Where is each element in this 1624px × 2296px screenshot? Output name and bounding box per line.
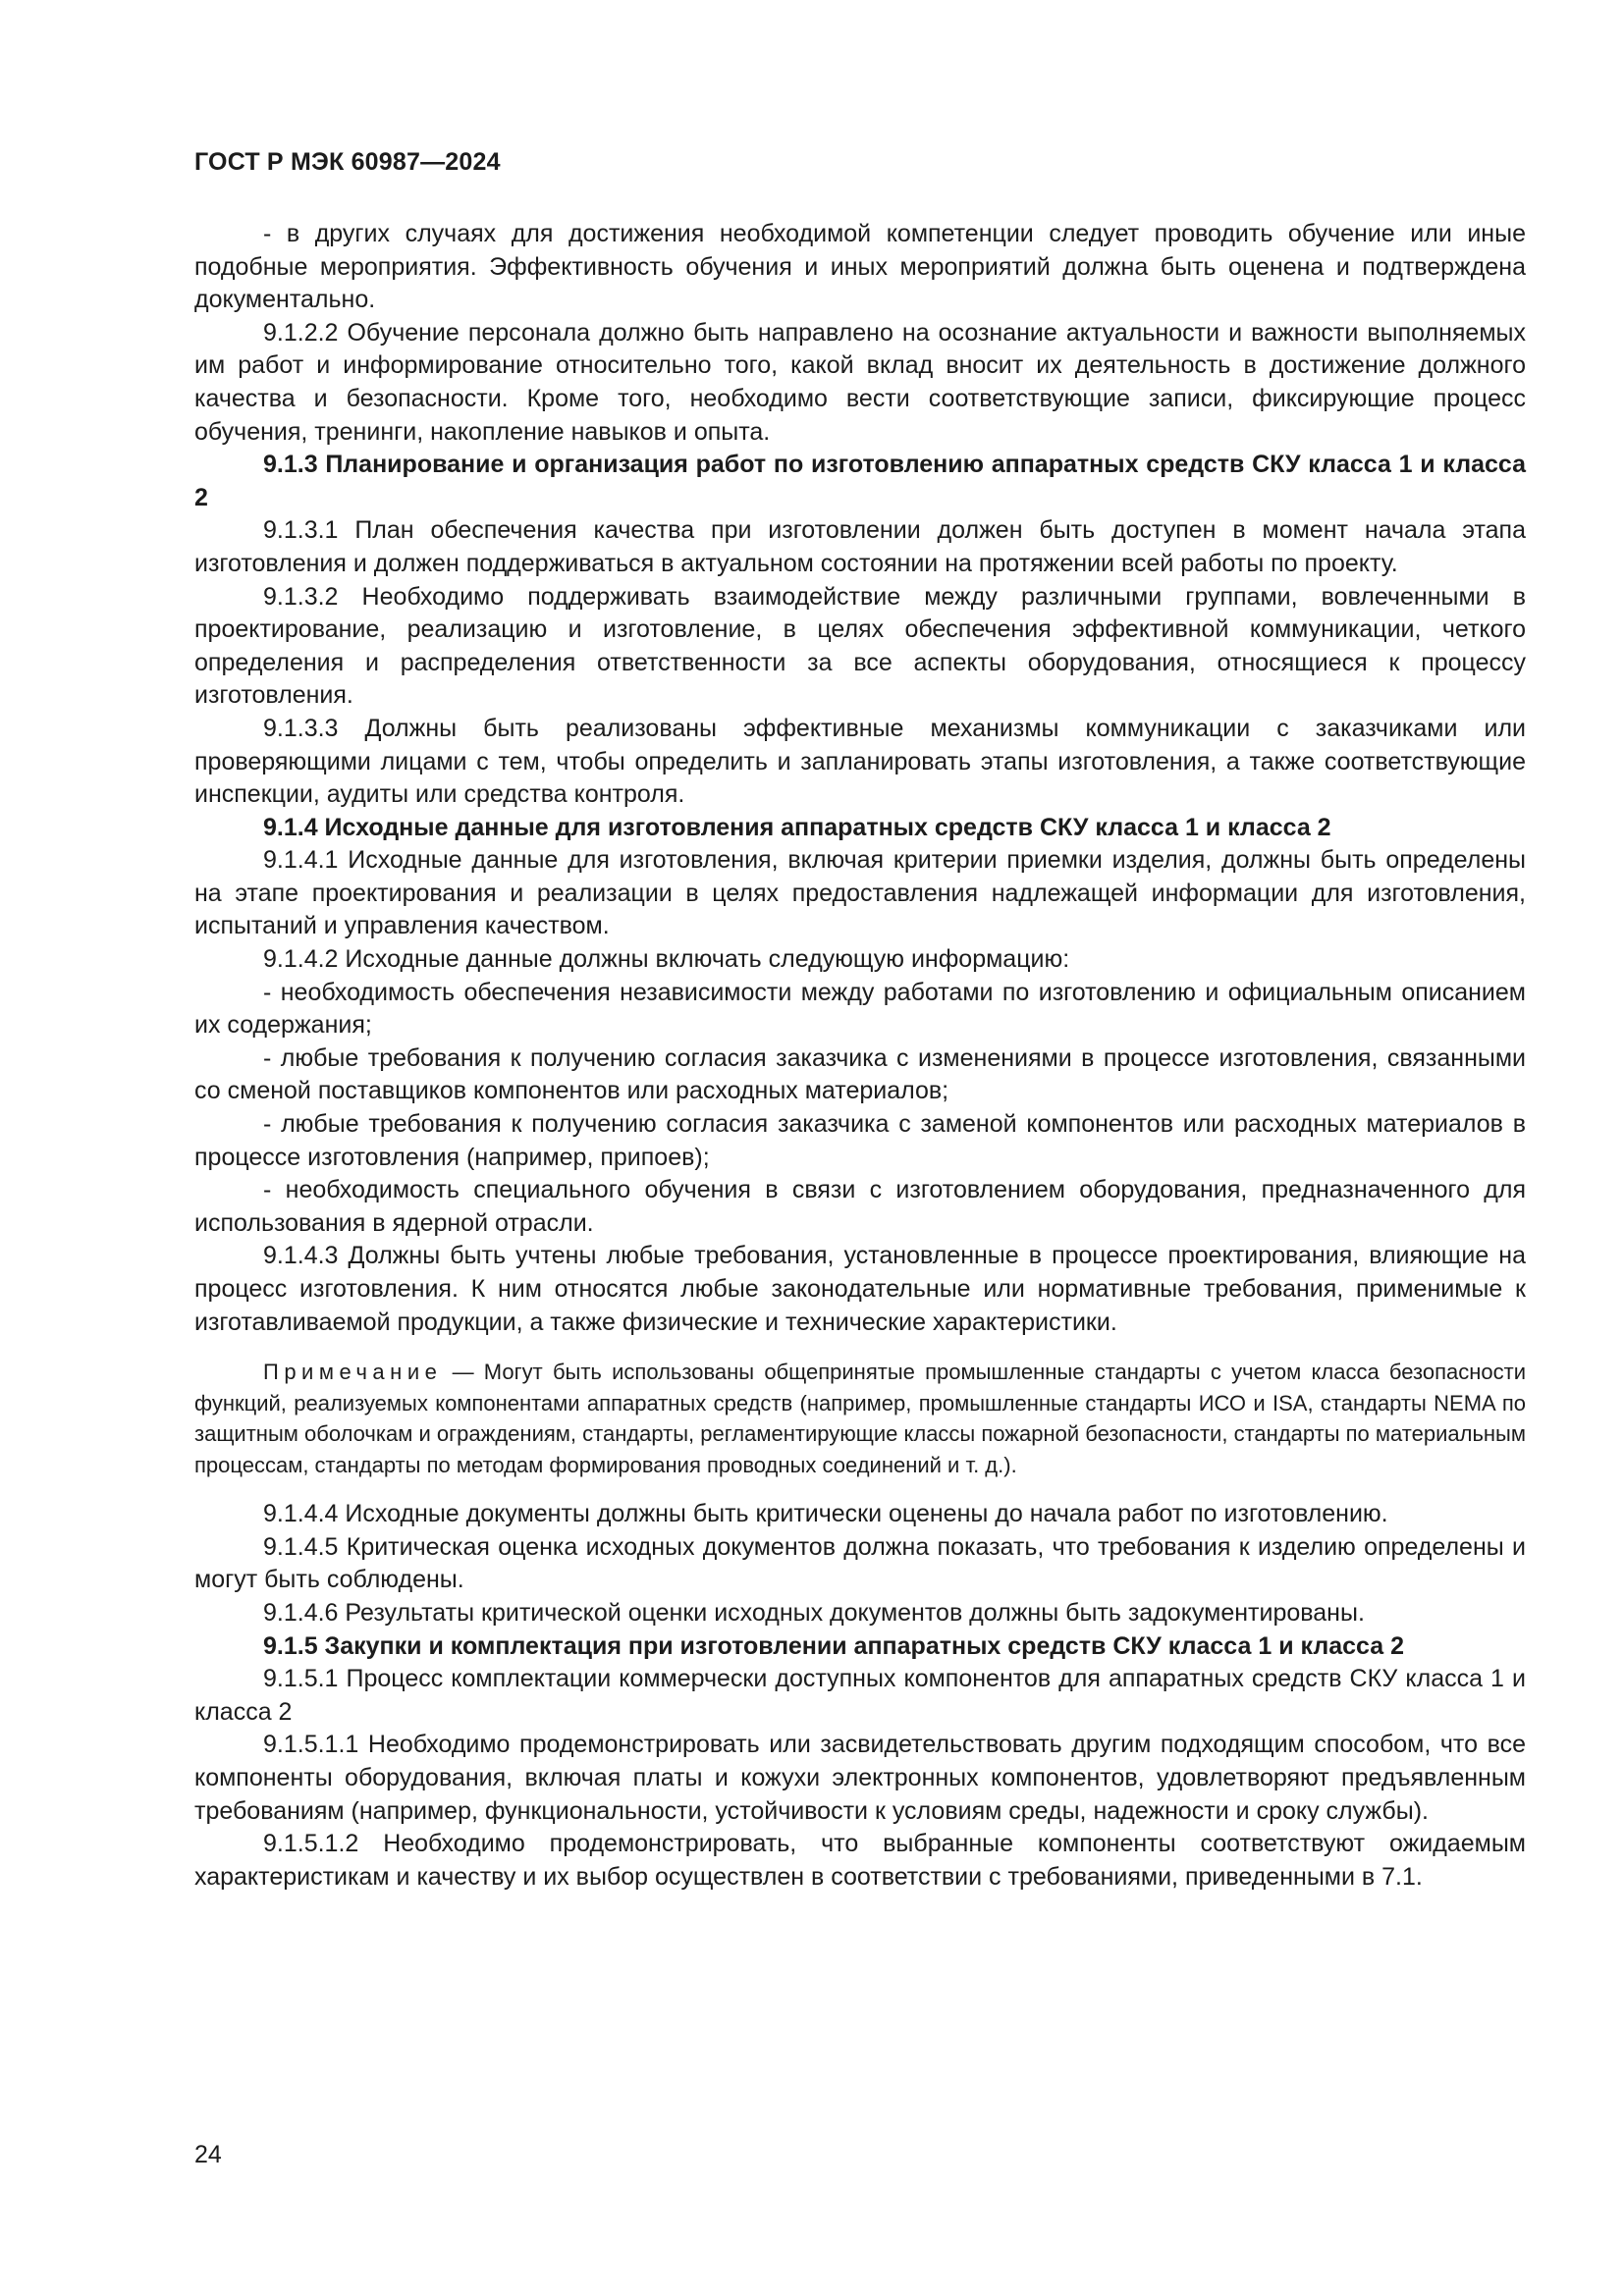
page-number: 24 [194, 2141, 222, 2168]
paragraph: 9.1.3.3 Должны быть реализованы эффективные механизмы коммуникации с заказчиками или проверяющими лицами с тем, чтобы определить и запланировать этапы изготовления, а также соответствующие инспекции, аудиты или средства контроля. [194, 714, 1526, 809]
paragraph: 9.1.4.1 Исходные данные для изготовления, включая критерии приемки изделия, должны быть определены на этапе проектирования и реализации в целях предоставления надлежащей информации для изготовления, испытаний и управления качеством. [194, 846, 1526, 940]
paragraph: 9.1.5.1.1 Необходимо продемонстрировать или засвидетельствовать другим подходящим способом, что все компоненты оборудования, включая платы и кожухи электронных компонентов, удовлетворяют предъявленным требованиям (например, функциональности, устойчивости к условиям среды, надежности и сроку службы). [194, 1731, 1526, 1825]
paragraph: 9.1.4.4 Исходные документы должны быть критически оценены до начала работ по изготовлению. [263, 1500, 1388, 1528]
note-block [194, 1357, 1526, 1480]
list-item: - любые требования к получению согласия заказчика с изменениями в процессе изготовления, связанными со сменой поставщиков компонентов или расходных материалов; [194, 1043, 1526, 1105]
paragraph: 9.1.5.1.2 Необходимо продемонстрировать, что выбранные компоненты соответствуют ожидаемым характеристикам и качеству и их выбор осуществлен в соответствии с требованиями, приведенными в 7.1. [194, 1830, 1526, 1891]
document-body [194, 218, 1526, 1894]
note-label: Примечание [263, 1360, 443, 1385]
list-item: - любые требования к получению согласия заказчика с заменой компонентов или расходных материалов в процессе изготовления (например, припоев); [194, 1110, 1526, 1171]
paragraph: 9.1.4.3 Должны быть учтены любые требования, установленные в процессе проектирования, влияющие на процесс изготовления. К ним относятся любые законодательные или нормативные требования, применимые к изготавливаемой продукции, а также физические и технические характеристики. [194, 1242, 1526, 1336]
paragraph: 9.1.2.2 Обучение персонала должно быть направлено на осознание актуальности и важности выполняемых им работ и информирование относительно того, какой вклад вносит их деятельность в достижение должного качества и безопасности. Кроме того, необходимо вести соответствующие записи, фиксирующие процесс обучения, тренинги, накопление навыков и опыта. [194, 318, 1526, 446]
list-item: - необходимость обеспечения независимости между работами по изготовлению и официальным описанием их содержания; [194, 978, 1526, 1040]
paragraph: 9.1.5.1 Процесс комплектации коммерчески доступных компонентов для аппаратных средств СКУ класса 1 и класса 2 [194, 1665, 1526, 1726]
section-heading-9-1-5: 9.1.5 Закупки и комплектация при изготовлении аппаратных средств СКУ класса 1 и класса 2 [263, 1631, 1404, 1660]
document-header: ГОСТ Р МЭК 60987—2024 [194, 148, 501, 176]
section-heading-9-1-3: 9.1.3 Планирование и организация работ по изготовлению аппаратных средств СКУ класса 1 и класса 2 [194, 451, 1526, 511]
paragraph: - в других случаях для достижения необходимой компетенции следует проводить обучение или иные подобные мероприятия. Эффективность обучения и иных мероприятий должна быть оценена и подтверждена документально. [194, 220, 1526, 314]
paragraph: 9.1.3.1 План обеспечения качества при изготовлении должен быть доступен в момент начала этапа изготовления и должен поддерживаться в актуальном состоянии на протяжении всей работы по проекту. [194, 516, 1526, 577]
note-text: — Могут быть использованы общепринятые промышленные стандарты с учетом класса безопасности функций, реализуемых компонентами аппаратных средств (например, промышленные стандарты ИСО и ISA, стандарты NEMA по защитным оболочкам и ограждениям, стандарты, регламентирующие классы пожарной безопасности, стандарты по материальным процессам, стандарты по методам формирования проводных соединений и т. д.). [194, 1360, 1526, 1477]
paragraph: 9.1.3.2 Необходимо поддерживать взаимодействие между различными группами, вовлеченными в проектирование, реализацию и изготовление, в целях обеспечения эффективной коммуникации, четкого определения и распределения ответственности за все аспекты оборудования, относящиеся к процессу изготовления. [194, 582, 1526, 710]
section-heading-9-1-4: 9.1.4 Исходные данные для изготовления аппаратных средств СКУ класса 1 и класса 2 [263, 813, 1331, 841]
paragraph: 9.1.4.5 Критическая оценка исходных документов должна показать, что требования к изделию определены и могут быть соблюдены. [194, 1532, 1526, 1594]
paragraph: 9.1.4.6 Результаты критической оценки исходных документов должны быть задокументированы. [263, 1598, 1365, 1627]
paragraph: 9.1.4.2 Исходные данные должны включать следующую информацию: [263, 945, 1070, 974]
list-item: - необходимость специального обучения в связи с изготовлением оборудования, предназначенного для использования в ядерной отрасли. [194, 1176, 1526, 1237]
